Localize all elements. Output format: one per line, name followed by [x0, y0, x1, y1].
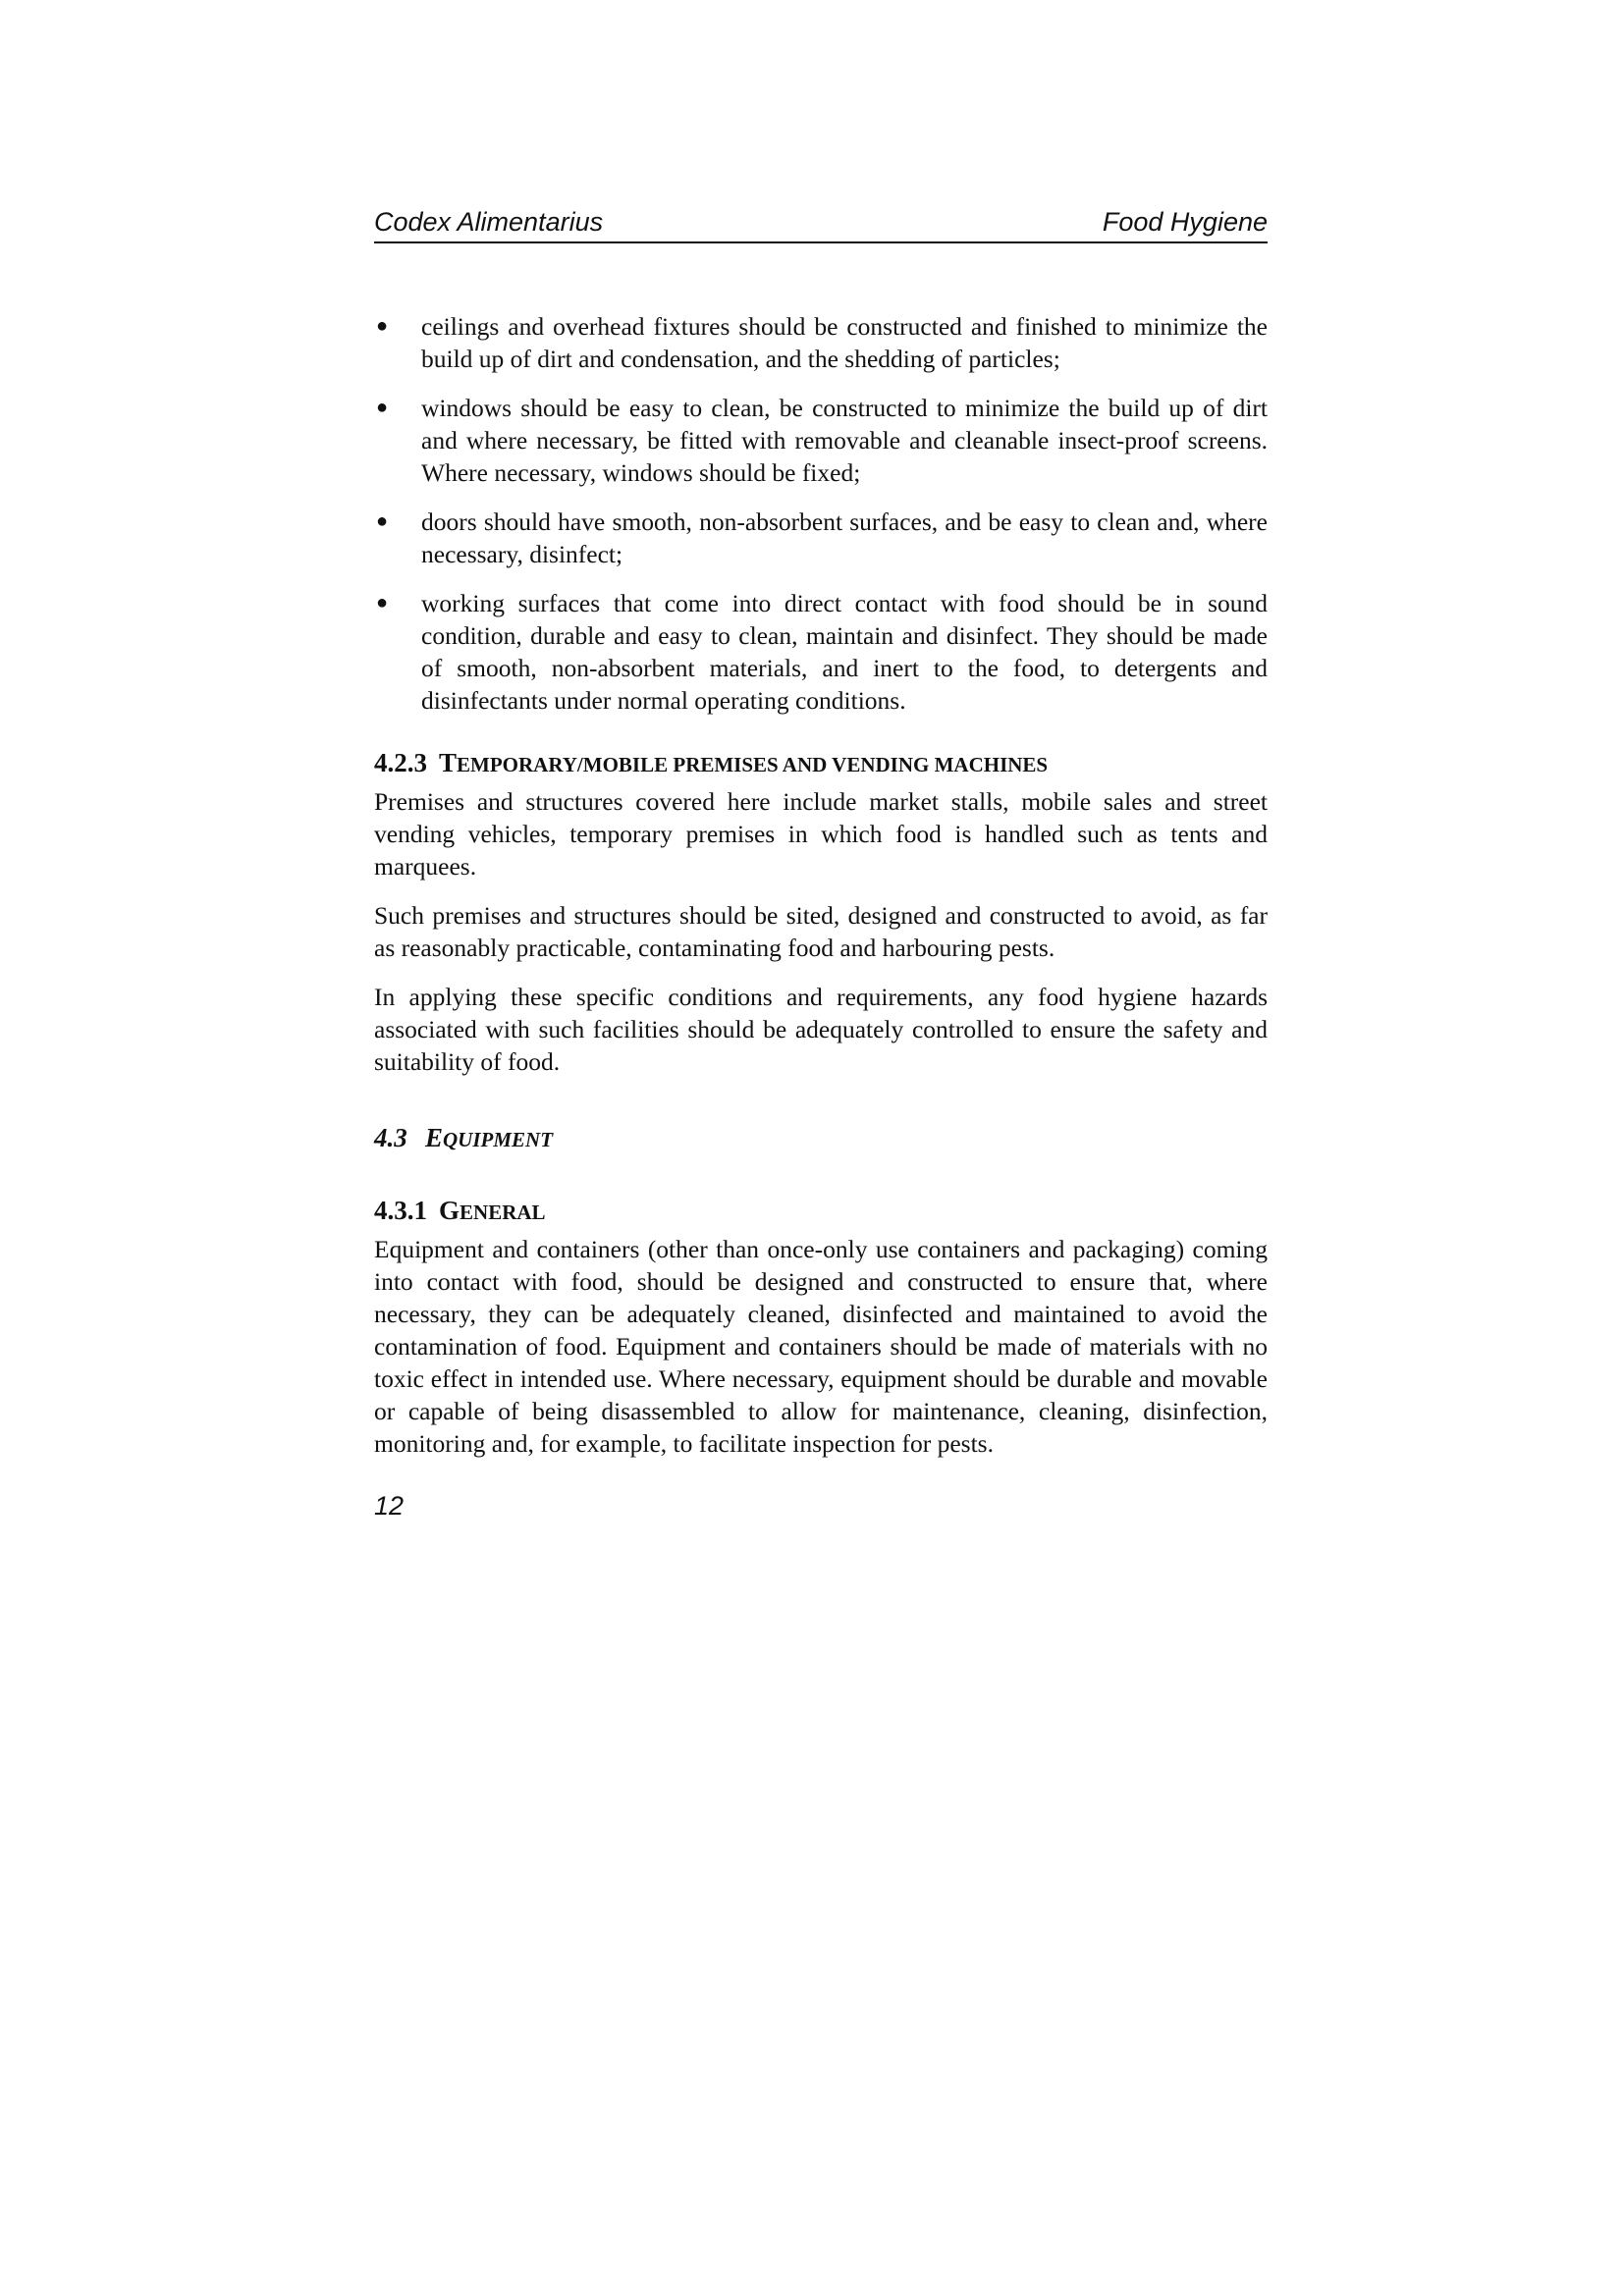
list-item-text: doors should have smooth, non-absorbent surfaces, and be easy to clean and, where necessary, disinfect;: [421, 507, 1268, 568]
section-title-rest: QUIPMENT: [443, 1128, 554, 1151]
section-number: 4.3: [374, 1123, 407, 1152]
section-title-initial: G: [439, 1196, 460, 1225]
list-item: [374, 587, 1268, 717]
section-title-initial: T: [439, 748, 458, 777]
paragraph: In applying these specific conditions and requirements, any food hygiene hazards associated with such facilities should be adequately controlled to ensure the safety and suitability of food.: [374, 983, 1268, 1076]
paragraph: Equipment and containers (other than once-only use containers and packaging) coming into contact with food, should be designed and constructed to ensure that, where necessary, they can be adequately cleaned, disinfected and maintained to avoid the contamination of food. Equipment and containers should be made of materials with no toxic effect in intended use. Where necessary, equipment should be durable and movable or capable of being disassembled to allow for maintenance, cleaning, disinfection, monitoring and, for example, to facilitate inspection for pests.: [374, 1235, 1268, 1458]
header-title-left: Codex Alimentarius: [374, 207, 604, 237]
bullet-icon: ●: [376, 315, 389, 337]
page-number: 12: [374, 1491, 405, 1521]
list-item-text: working surfaces that come into direct contact with food should be in sound condition, durable and easy to clean, maintain and disinfect. They should be made of smooth, non-absorbent materials, and inert to the food, to detergents and disinfectants under normal operating conditions.: [421, 589, 1268, 715]
section-title-initial: E: [425, 1123, 444, 1152]
paragraph: Premises and structures covered here include market stalls, mobile sales and street vending vehicles, temporary premises in which food is handled such as tents and marquees.: [374, 787, 1268, 881]
bullet-icon: ●: [376, 397, 389, 418]
bullet-icon: ●: [376, 592, 389, 614]
list-item: [374, 392, 1268, 489]
document-page: [374, 206, 1268, 1522]
paragraph: Such premises and structures should be sited, designed and constructed to avoid, as far as reasonably practicable, contaminating food and harbouring pests.: [374, 901, 1268, 962]
section-title-rest: EMPORARY/MOBILE PREMISES AND VENDING MACHINES: [457, 753, 1049, 776]
list-item: [374, 506, 1268, 570]
list-item-text: windows should be easy to clean, be constructed to minimize the build up of dirt and where necessary, be fitted with removable and cleanable insect-proof screens. Where necessary, windows should be fixed;: [421, 394, 1268, 487]
section-heading-4-2-3: [374, 746, 1268, 781]
running-header: [374, 206, 1268, 243]
section-number: 4.3.1: [374, 1196, 427, 1225]
list-item-text: ceilings and overhead fixtures should be constructed and finished to minimize the build up of dirt and condensation, and the shedding of particles;: [421, 312, 1268, 373]
section-title-rest: ENERAL: [460, 1201, 546, 1224]
list-item: [374, 310, 1268, 375]
bullet-icon: ●: [376, 510, 389, 532]
section-number: 4.2.3: [374, 748, 427, 777]
section-heading-4-3: [374, 1121, 1268, 1156]
header-title-right: Food Hygiene: [1102, 207, 1268, 237]
bullet-list: [374, 310, 1268, 717]
section-heading-4-3-1: [374, 1194, 1268, 1229]
